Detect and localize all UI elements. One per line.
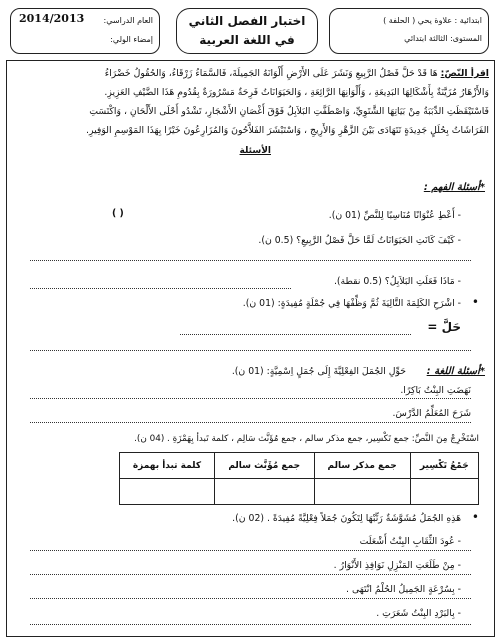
answer-line[interactable] [30,350,471,351]
school-name: ابتدائية : علاوة يحي ( الحلفة ) [383,16,482,25]
question-nightingales: - مَاذَا فَعَلَتِ البَلاَبِلُ؟ (0.5 نقطة). [333,276,461,287]
exam-title-line2: في اللغة العربية [199,33,295,47]
table-header-row [120,453,479,479]
scrambled-sentence: - مِنْ طَلَعَتِ المَنْزِلِ نَوَافِذِ الأَنْوَارُ . [333,560,461,571]
answer-cell[interactable] [120,479,215,505]
table-row [120,479,479,505]
answer-line[interactable] [30,550,471,551]
grade-level: المستوى: الثالثة ابتدائي [404,34,482,43]
year-box [10,8,160,54]
answer-line[interactable] [30,624,471,625]
answer-cell[interactable] [410,479,478,505]
table-header: كلمة تبدأ بهمزة [120,453,215,479]
exam-title-line1: اختبار الفصل الثاني [188,14,306,28]
bullet-icon: • [471,510,479,524]
question-title: - أَعْطِ عُنْوَانًا مُنَاسِبًا لِلنَّصِّ (01 ن). [328,210,461,221]
answer-line[interactable] [30,288,291,289]
vocabulary-word: حَلَّ = [427,320,461,334]
table-header: جمع مُؤَنَّث سالم [214,453,314,479]
comprehension-heading: *أسئلة الفهم : [423,182,485,193]
school-info-box [329,8,489,54]
answer-line[interactable] [30,598,471,599]
answer-cell[interactable] [214,479,314,505]
extract-table [119,452,479,505]
answer-line[interactable] [30,422,471,423]
table-header: جَمْعُ تَكْسِير [410,453,478,479]
text-line: وَالأَزْهَارُ مُزَيَّنَةٌ بِأَشْكَالِهَا البَدِيعَةِ ، وَأَلْوَانِهَا الرَّائِعَةِ ، وَالحَيَوَانَاتُ فَرِحَةٌ مَسْرُورَةٌ بِقُدُومِ هَذَا الضَّيْفِ العَزِيزِ. [104,87,489,98]
exam-title-box [176,8,318,54]
question-transform: حَوِّلِ الجُمَلَ الفِعْلِيَّةَ إِلَى جُمَلٍ اِسْمِيَّةٍ: (01 ن). [231,366,406,377]
answer-line[interactable] [180,334,411,335]
questions-heading: الأسئلة [239,146,271,156]
parent-signature-label: إمضاء الولي: [110,35,153,44]
school-year-label: العام الدراسي: [103,16,153,25]
question-reorder: هَذِهِ الجُمَلُ مُشَوَّشَةٌ رَتِّبْهَا لِتَكُونَ جُمَلاً فِعْلِيَّةً مُفِيدَةً . (02 ن). [232,513,461,524]
answer-line[interactable] [30,398,471,399]
text-line: فَاسْتَيْقَظَتِ الدِّبَبَةُ مِنْ بَيَاتِهَا الشَّتَوِيِّ، وَاصْطَفَّتِ البَلاَبِلُ فَوْقَ أَغْصَانِ الأَشْجَارِ، تَشْدُو أَحْلَى الأَلْحَانِ ، وَاكْتَسَتِ [89,106,489,117]
scrambled-sentence: - عُودَ الثِّقَابِ البِنْتُ أَشْعَلَت [359,536,461,547]
reading-instruction: اقرأ النّصّ: [440,68,489,79]
school-year: 2014/2013 [19,12,85,25]
scrambled-sentence: - بِسُرْعَةٍ الجَمِيلُ الحُلْمُ انْتَهَى . [346,584,461,595]
scrambled-sentence: - بِالبَرْدِ البِنْتُ شَعَرَتِ . [376,608,461,619]
sentence-1: نَهَضَتِ البِنْتُ بَاكِرًا. [400,385,471,396]
title-answer-brackets: ( ) [112,208,124,219]
answer-cell[interactable] [314,479,410,505]
question-extract: اسْتَخْرِجْ مِنَ النَّصِّ: جمع تَكْسِير، جمع مذكر سالم ، جمع مُؤَنَّث سَالِم ، كلمة تَبدأ بِهَمْزَةِ . (04 ن). [134,434,479,444]
sentence-2: شَرَحَ المُعَلِّمُ الدَّرْسَ. [392,408,471,419]
reading-text [12,64,489,140]
bullet-icon: • [471,295,479,309]
question-animals: - كَيْفَ كَانَتِ الحَيَوَانَاتُ لَمَّا حَلَّ فَصْلُ الرَّبِيعِ؟ (0.5 ن). [258,235,461,246]
answer-line[interactable] [30,260,471,261]
answer-line[interactable] [30,574,471,575]
text-line: الفَرَاشَاتُ بِحُلَلٍ جَدِيدَةٍ تَتَهَادَى بَيْنَ الزَّهْرِ وَالأَرِيجِ ، وَاسْتَبْشَرَ الفَلاَّحُونَ وَالمُزَارِعُونَ خَيْرًا بِهَذَا المَوْسِمِ الوَفِيرِ. [85,125,489,136]
language-heading: *أسئلة اللغة : [426,366,485,377]
text-line: هَا قَدْ حَلَّ فَصْلُ الرَّبِيعِ وَنَشَرَ عَلَى الأَرْضِ أَلْوَانَهُ الجَمِيلَةَ، فَالسَّمَاءُ زَرْقَاءُ، وَالحُقُولُ خَضْرَاءُ [104,68,438,79]
question-vocabulary: - اشْرَحِ الكَلِمَةَ التَّالِيَةَ ثُمَّ وَظِّفْهَا فِي جُمْلَةٍ مُفِيدَةٍ: (01 ن). [242,298,461,309]
table-header: جمع مذكر سالم [314,453,410,479]
